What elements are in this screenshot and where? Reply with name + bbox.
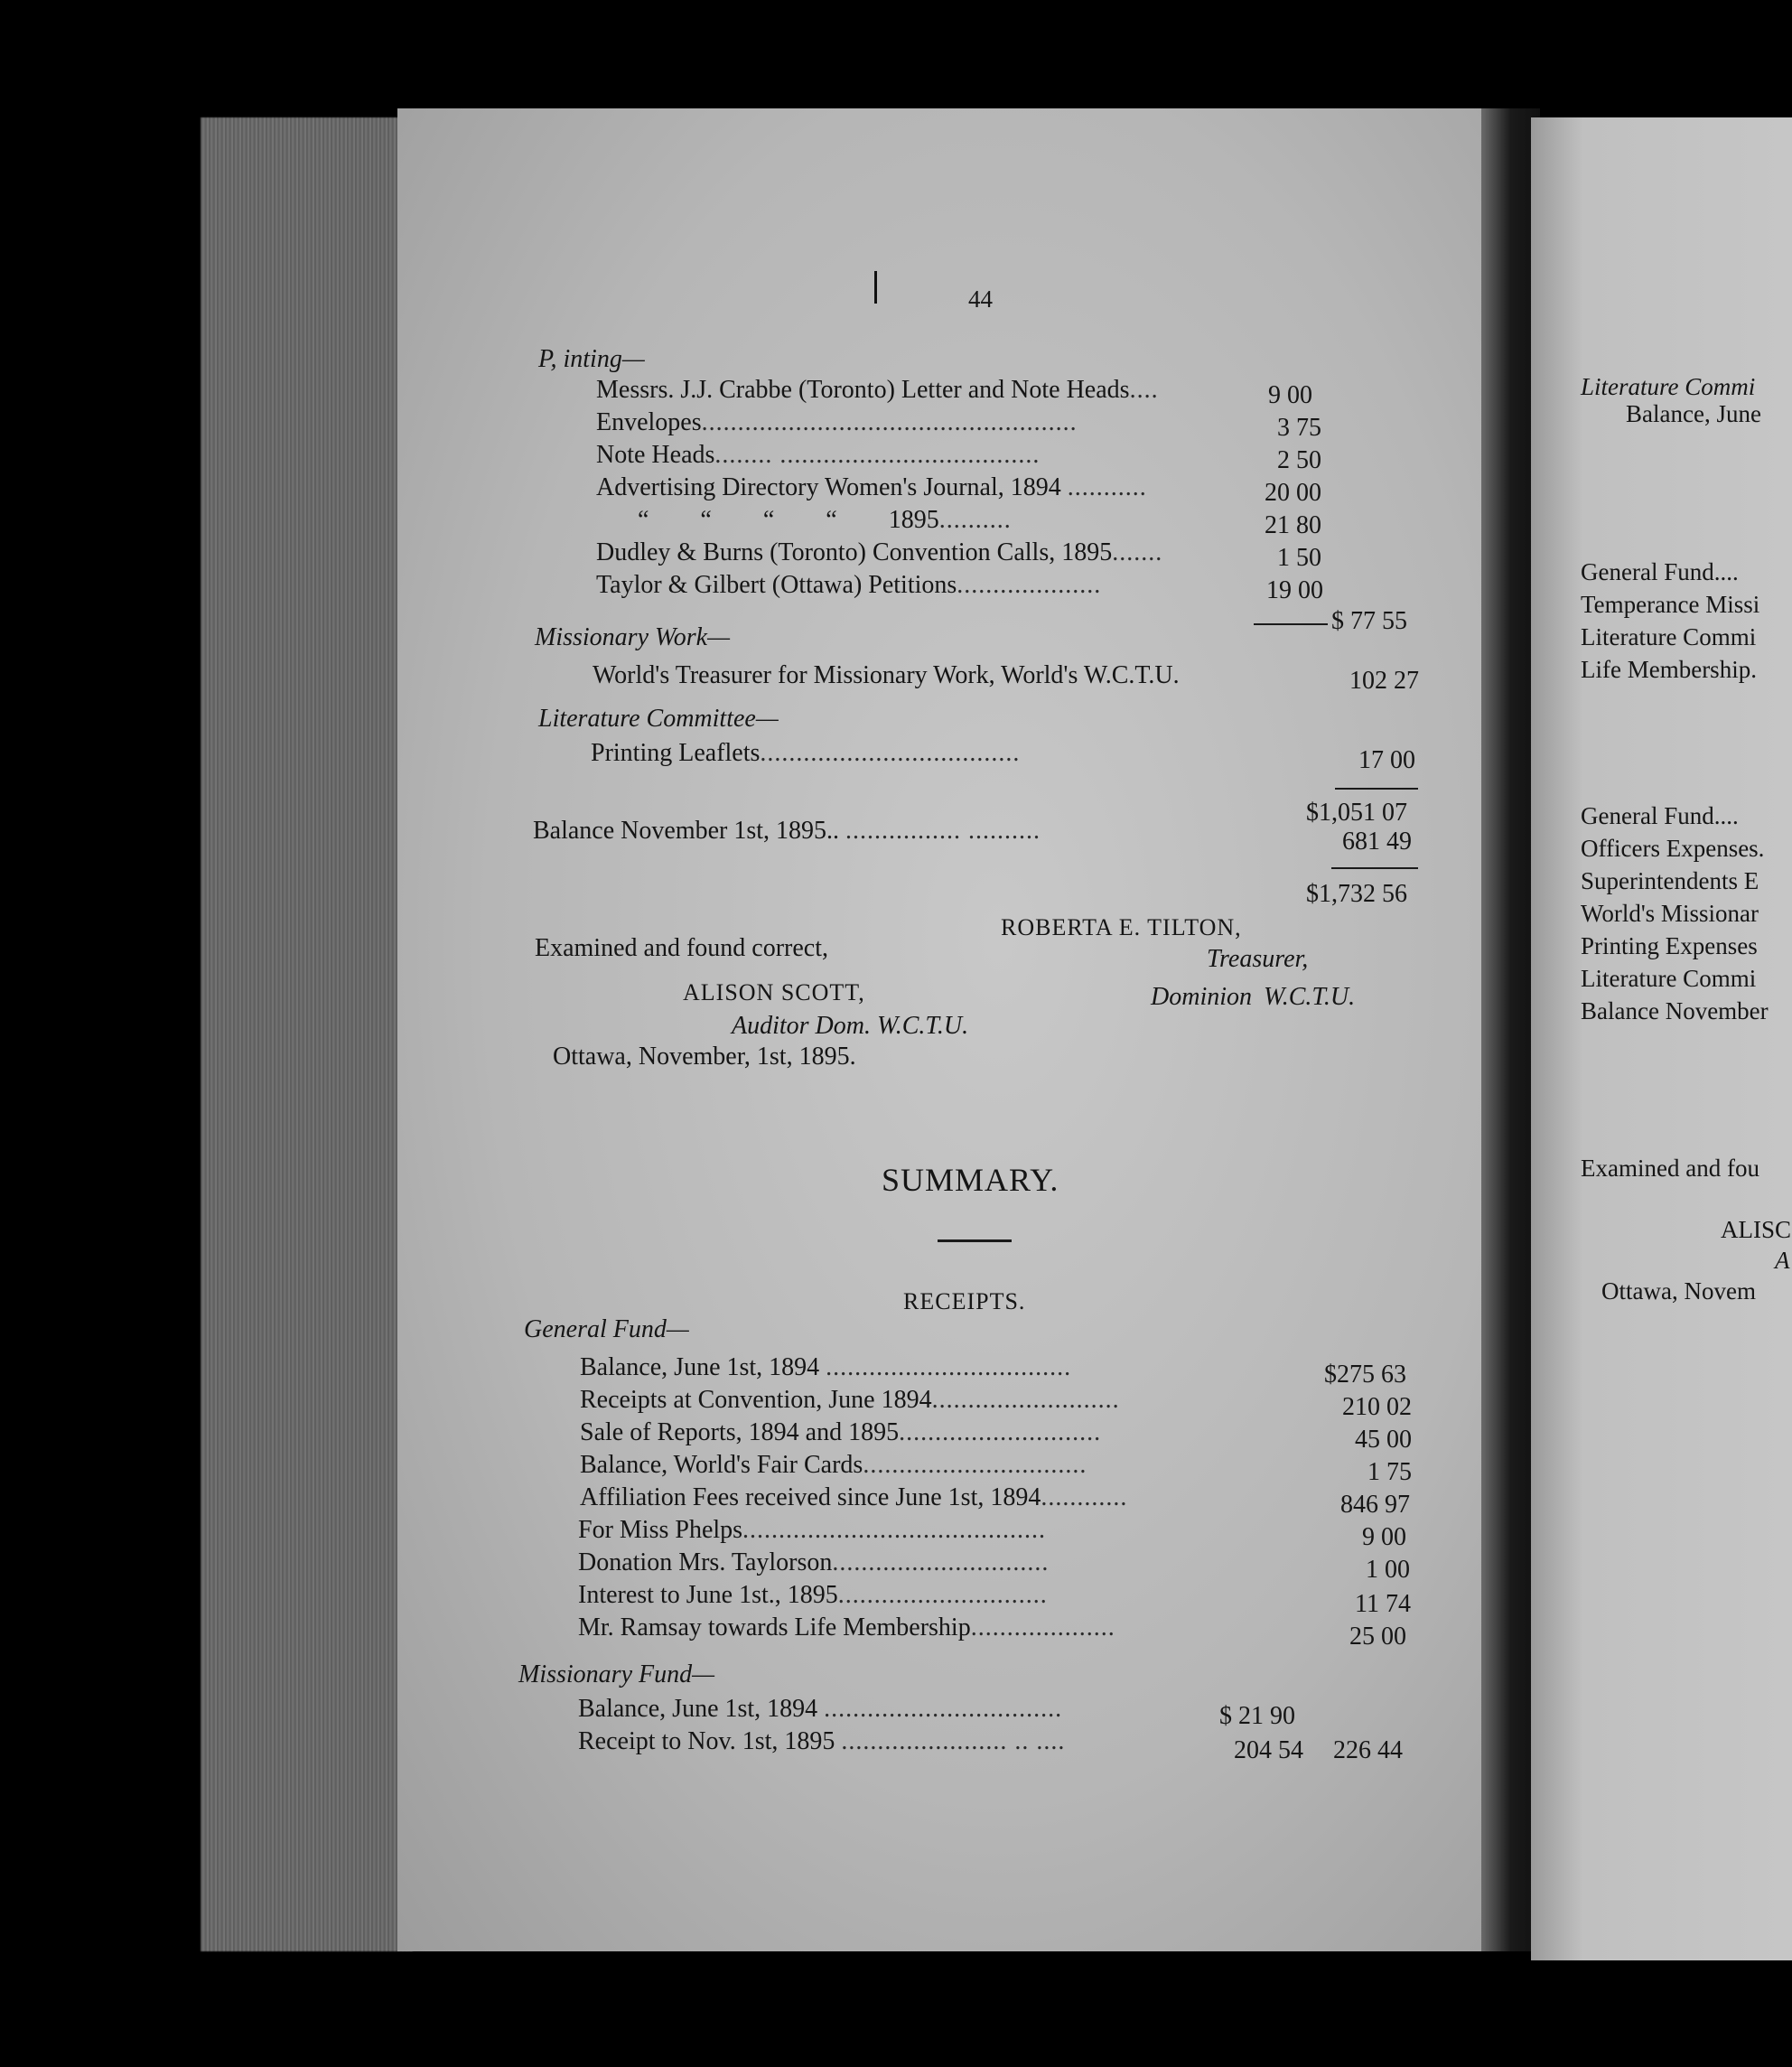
general-fund-amount: 846 97 — [1340, 1491, 1410, 1519]
right-line-0: Literature Commi — [1581, 373, 1756, 400]
printing-item-amount: 19 00 — [1266, 576, 1323, 604]
summary-title: SUMMARY. — [882, 1162, 1059, 1198]
printing-item-amount: 20 00 — [1265, 479, 1321, 507]
missionary-fund-item: Receipt to Nov. 1st, 1895 ....................... .. .... — [578, 1727, 1066, 1755]
printing-item-amount: 2 50 — [1277, 446, 1321, 474]
page-number: 44 — [968, 285, 993, 313]
general-fund-item: Interest to June 1st., 1895............................. — [578, 1581, 1048, 1609]
treasurer-name: ROBERTA E. TILTON, — [1001, 914, 1242, 940]
general-fund-item: Sale of Reports, 1894 and 1895............................ — [580, 1418, 1102, 1446]
treasurer-title: Treasurer, — [1207, 945, 1309, 973]
right-line-16: Ottawa, Novem — [1601, 1277, 1756, 1305]
general-fund-amount: 1 00 — [1366, 1556, 1410, 1584]
general-fund-amount: $275 63 — [1324, 1361, 1406, 1389]
printing-item-label: Envelopes.................................................... — [596, 408, 1078, 436]
right-line-10: Printing Expenses — [1581, 932, 1758, 959]
auditor-name: ALISON SCOTT, — [683, 979, 865, 1005]
missionary-work-amount: 102 27 — [1349, 667, 1419, 695]
total-rule — [1335, 788, 1418, 790]
margin-mark — [874, 271, 877, 304]
missionary-fund-total: 226 44 — [1333, 1736, 1403, 1764]
general-fund-item: Balance, World's Fair Cards............................... — [580, 1451, 1087, 1479]
general-fund-item: Receipts at Convention, June 1894.......................... — [580, 1386, 1120, 1414]
general-fund-amount: 25 00 — [1349, 1623, 1406, 1651]
right-line-6: General Fund.... — [1581, 802, 1739, 829]
right-line-5: Life Membership. — [1581, 656, 1757, 683]
missionary-work-item: World's Treasurer for Missionary Work, World's W.C.T.U. — [593, 661, 1180, 689]
right-line-8: Superintendents E — [1581, 867, 1759, 894]
literature-committee-heading: Literature Committee— — [538, 705, 779, 733]
general-fund-item: Mr. Ramsay towards Life Membership.................... — [578, 1613, 1115, 1641]
right-line-12: Balance November — [1581, 997, 1769, 1024]
examined-note: Examined and found correct, — [535, 934, 828, 962]
subtotal-amount: $1,051 07 — [1306, 799, 1407, 827]
printing-item-label: Messrs. J.J. Crabbe (Toronto) Letter and Note Heads.... — [596, 376, 1159, 404]
place-date: Ottawa, November, 1st, 1895. — [553, 1043, 856, 1071]
missionary-fund-heading: Missionary Fund— — [518, 1660, 714, 1688]
general-fund-heading: General Fund— — [524, 1315, 689, 1343]
right-line-3: Temperance Missi — [1581, 591, 1760, 618]
receipts-heading: RECEIPTS. — [903, 1288, 1026, 1314]
right-line-7: Officers Expenses. — [1581, 835, 1765, 862]
missionary-fund-amount: 204 54 — [1234, 1736, 1303, 1764]
printing-total: $ 77 55 — [1331, 607, 1407, 635]
printing-item-label: Note Heads........ .................................... — [596, 441, 1041, 469]
general-fund-amount: 9 00 — [1362, 1523, 1406, 1551]
grand-total-rule — [1331, 867, 1418, 869]
printing-item-label: Taylor & Gilbert (Ottawa) Petitions.................... — [596, 571, 1102, 599]
right-line-11: Literature Commi — [1581, 965, 1757, 992]
general-fund-amount: 210 02 — [1342, 1393, 1412, 1421]
right-page — [1531, 117, 1792, 1960]
missionary-fund-item: Balance, June 1st, 1894 ................................. — [578, 1695, 1063, 1723]
missionary-work-heading: Missionary Work— — [535, 623, 730, 651]
general-fund-item: Donation Mrs. Taylorson.............................. — [578, 1548, 1050, 1576]
book-page-edges — [201, 117, 413, 1951]
right-line-13: Examined and fou — [1581, 1155, 1759, 1182]
right-line-2: General Fund.... — [1581, 558, 1739, 585]
missionary-fund-amount: $ 21 90 — [1219, 1702, 1295, 1730]
right-line-1: Balance, June — [1626, 400, 1761, 427]
printing-item-amount: 1 50 — [1277, 544, 1321, 572]
summary-divider — [938, 1239, 1012, 1242]
printing-item-label: “ “ “ “ 1895.......... — [638, 506, 1012, 534]
general-fund-amount: 1 75 — [1367, 1458, 1412, 1486]
right-line-15: A — [1775, 1247, 1790, 1274]
grand-total-amount: $1,732 56 — [1306, 880, 1407, 908]
right-line-9: World's Missionar — [1581, 900, 1759, 927]
printing-item-label: Dudley & Burns (Toronto) Convention Calls, 1895....... — [596, 538, 1163, 566]
printing-item-amount: 3 75 — [1277, 414, 1321, 442]
general-fund-item: Affiliation Fees received since June 1st, 1894............ — [580, 1483, 1128, 1511]
literature-committee-item: Printing Leaflets.................................... — [591, 739, 1021, 767]
general-fund-item: Balance, June 1st, 1894 .................................. — [580, 1353, 1072, 1381]
printing-item-label: Advertising Directory Women's Journal, 1894 ........... — [596, 473, 1147, 501]
printing-item-amount: 21 80 — [1265, 511, 1321, 539]
right-line-14: ALISC — [1721, 1216, 1792, 1243]
general-fund-amount: 45 00 — [1355, 1426, 1412, 1454]
subtotal-rule — [1254, 623, 1328, 625]
printing-item-amount: 9 00 — [1268, 381, 1312, 409]
general-fund-amount: 11 74 — [1355, 1590, 1411, 1618]
balance-label: Balance November 1st, 1895.. ................ .......... — [533, 817, 1041, 845]
balance-amount: 681 49 — [1342, 828, 1412, 856]
right-line-4: Literature Commi — [1581, 623, 1757, 650]
printing-heading: P, inting— — [538, 345, 645, 373]
literature-committee-amount: 17 00 — [1358, 746, 1415, 774]
general-fund-item: For Miss Phelps.......................................... — [578, 1516, 1047, 1544]
auditor-title: Auditor Dom. W.C.T.U. — [732, 1012, 969, 1040]
treasurer-org: Dominion W.C.T.U. — [1151, 983, 1356, 1011]
